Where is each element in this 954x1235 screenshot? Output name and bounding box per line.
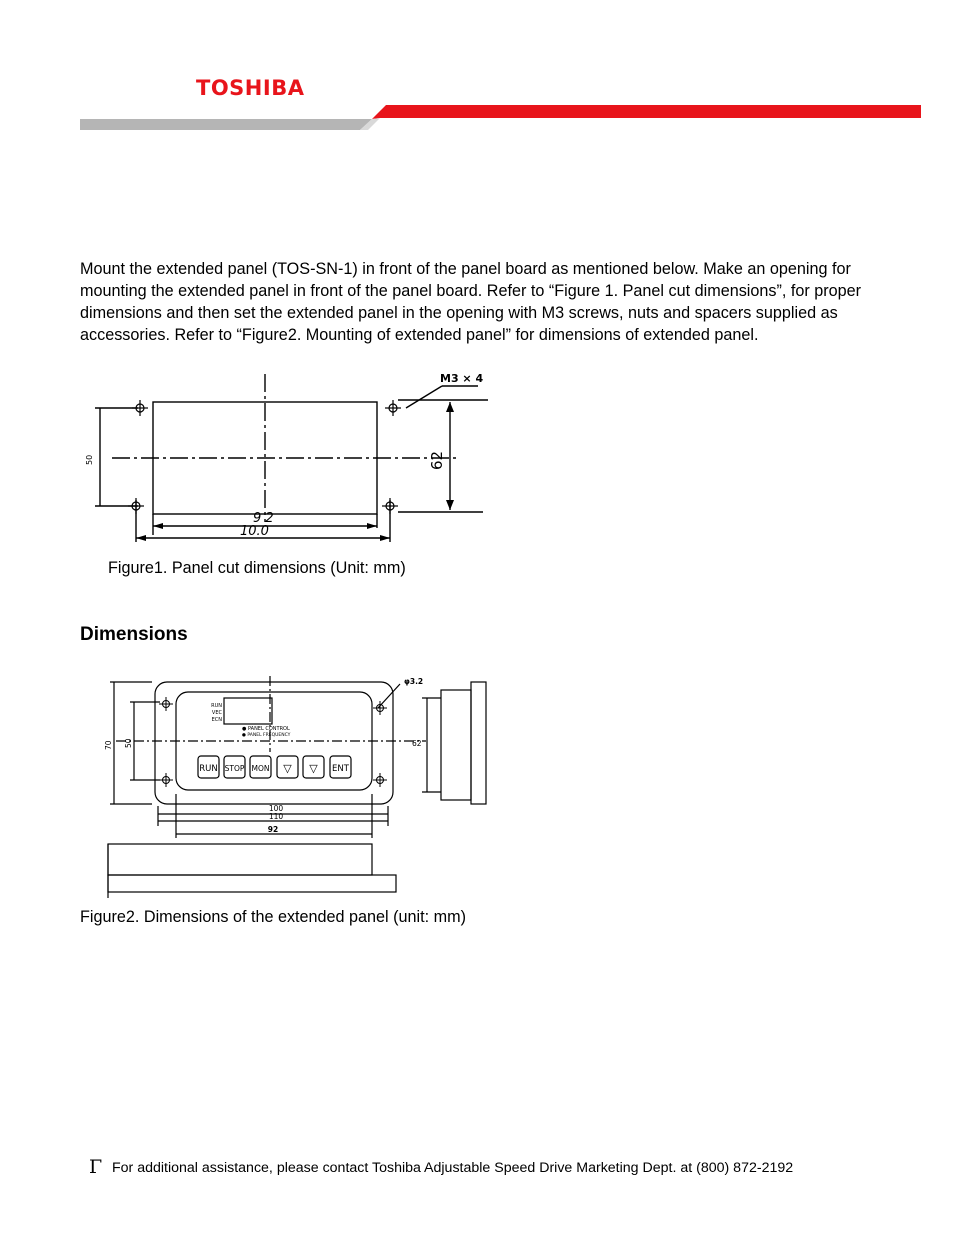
- label-h50: 50: [124, 738, 133, 748]
- key-down-2-label: ▽: [309, 762, 318, 775]
- label-width-outer: 10.0: [240, 524, 269, 539]
- toshiba-logo: TOSHIBA: [196, 76, 305, 100]
- led-ecn-label: ECN: [211, 717, 222, 723]
- key-run-label: RUN: [199, 764, 218, 774]
- label-w110: 110: [268, 812, 284, 821]
- label-height: 62: [428, 450, 446, 470]
- figure1-panel-cut-drawing: [85, 370, 508, 550]
- header-bar-red: [372, 105, 921, 119]
- side-view-body: [441, 690, 471, 800]
- bottom-view-upper: [108, 844, 372, 875]
- panel-frequency-label: ● PANEL FREQUENCY: [242, 733, 291, 738]
- side-view-flange: [471, 682, 486, 804]
- keypad: [198, 756, 351, 778]
- display-window: [224, 698, 272, 724]
- panel-control-label: ● PANEL CONTROL: [242, 726, 290, 732]
- figure1-caption: Figure1. Panel cut dimensions (Unit: mm): [108, 559, 406, 577]
- dimensions-heading: Dimensions: [80, 624, 188, 645]
- figure2-panel-drawing: [96, 666, 496, 902]
- key-ent-label: ENT: [332, 764, 349, 774]
- footer-contact: For additional assistance, please contact Toshiba Adjustable Speed Drive Marketing Dept. at (800) 872-2192: [112, 1160, 794, 1176]
- key-down-1-label: ▽: [283, 762, 292, 775]
- intro-paragraph: Mount the extended panel (TOS-SN-1) in front of the panel board as mentioned below. Make an opening for mounting the extended panel in front of the panel board. Refer to “Figure 1. Panel cut dimensions”, for proper dimensions and then set the extended panel in the opening with M3 screws, nuts and spacers supplied as accessories. Refer to “Figure2. Mounting of extended panel” for dimensions of extended panel.: [80, 260, 862, 344]
- key-mon-label: MON: [251, 764, 270, 773]
- header-bar: [0, 100, 954, 140]
- panel-outer: [155, 682, 393, 804]
- key-stop-label: STOP: [224, 764, 245, 773]
- label-w92: 92: [267, 825, 279, 834]
- footer-mark: Γ: [89, 1156, 103, 1178]
- label-h62: 62: [412, 739, 422, 748]
- bottom-view-lower: [108, 875, 396, 892]
- label-hole: φ3.2: [404, 677, 424, 686]
- figure2-caption: Figure2. Dimensions of the extended panel (unit: mm): [80, 908, 466, 926]
- label-screw: M3 × 4: [440, 372, 484, 385]
- led-vec-label: VEC: [211, 710, 222, 716]
- label-left-dim: 50: [85, 454, 94, 465]
- label-w100: 100: [268, 804, 284, 813]
- label-width-inner: 9 2: [253, 511, 274, 526]
- label-h70: 70: [104, 740, 113, 750]
- header-bar-gray: [80, 119, 372, 130]
- led-run-label: RUN: [211, 703, 222, 709]
